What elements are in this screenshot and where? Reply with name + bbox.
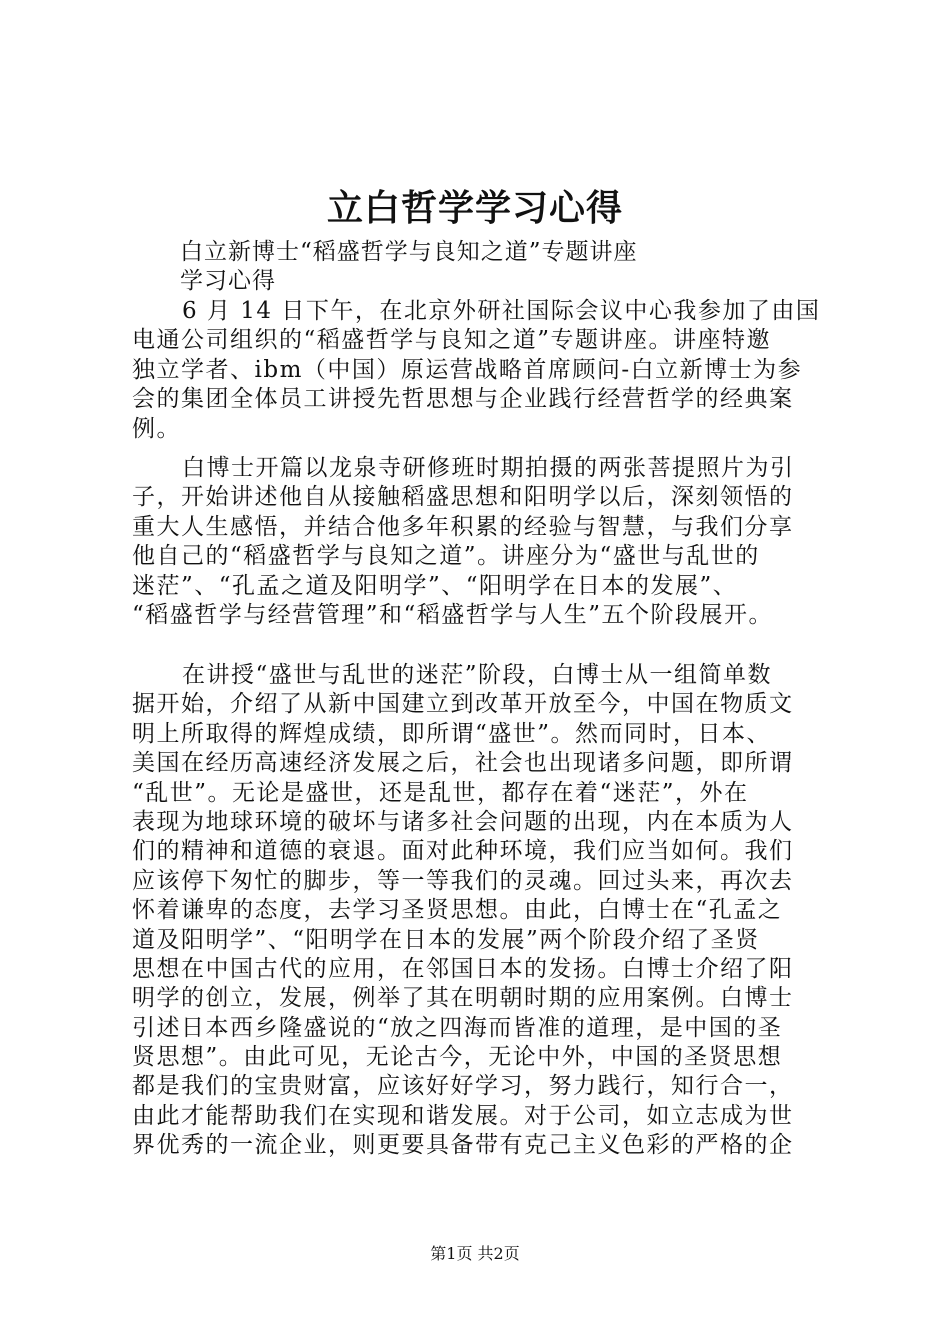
- paragraph-line: 会的集团全体员工讲授先哲思想与企业践行经营哲学的经典案: [132, 386, 794, 413]
- paragraph-line: 由此才能帮助我们在实现和谐发展。对于公司，如立志成为世: [132, 1102, 794, 1129]
- paragraph-3: [132, 661, 832, 1161]
- paragraph-2: [132, 454, 832, 630]
- paragraph-line: “乱世”。无论是盛世，还是乱世，都存在着“迷茫”，外在: [132, 779, 749, 806]
- paragraph-line: 引述日本西乡隆盛说的“放之四海而皆准的道理，是中国的圣: [132, 1014, 783, 1041]
- paragraph-line: 据开始，介绍了从新中国建立到改革开放至今，中国在物质文: [132, 691, 794, 718]
- paragraph-line: 在讲授“盛世与乱世的迷茫”阶段，白博士从一组简单数: [182, 662, 773, 688]
- paragraph-line: 表现为地球环境的破坏与诸多社会问题的出现，内在本质为人: [132, 808, 794, 835]
- paragraph-line: 电通公司组织的“稻盛哲学与良知之道”专题讲座。讲座特邀: [132, 327, 772, 354]
- paragraph-line: 界优秀的一流企业，则更要具备带有克己主义色彩的严格的企: [132, 1132, 794, 1159]
- document-title: 立白哲学学习心得: [326, 187, 623, 229]
- paragraph-line: 例。: [132, 415, 181, 442]
- subtitle-line-1: 白立新博士“稻盛哲学与良知之道”专题讲座: [180, 239, 638, 265]
- paragraph-line: 6 月 14 日下午，在北京外研社国际会议中心我参加了由国: [182, 298, 821, 324]
- paragraph-line: 白博士开篇以龙泉寺研修班时期拍摄的两张菩提照片为引: [182, 455, 795, 481]
- paragraph-line: 思想在中国古代的应用，在邻国日本的发扬。白博士介绍了阳: [132, 955, 794, 982]
- paragraph-line: 怀着谦卑的态度，去学习圣贤思想。由此，白博士在“孔孟之: [132, 897, 783, 924]
- paragraph-line: “稻盛哲学与经营管理”和“稻盛哲学与人生”五个阶段展开。: [132, 601, 774, 628]
- paragraph-line: 都是我们的宝贵财富，应该好好学习，努力践行，知行合一，: [132, 1073, 794, 1100]
- paragraph-line: 重大人生感悟，并结合他多年积累的经验与智慧，与我们分享: [132, 513, 794, 540]
- paragraph-line: 应该停下匆忙的脚步，等一等我们的灵魂。回过头来，再次去: [132, 867, 794, 894]
- paragraph-1: [132, 297, 832, 444]
- paragraph-line: 他自己的“稻盛哲学与良知之道”。讲座分为“盛世与乱世的: [132, 543, 760, 570]
- paragraph-line: 子，开始讲述他自从接触稻盛思想和阳明学以后，深刻领悟的: [132, 484, 794, 511]
- paragraph-line: 独立学者、ibm（中国）原运营战略首席顾问-白立新博士为参: [132, 356, 803, 383]
- subtitle-line-2: 学习心得: [180, 268, 276, 294]
- paragraph-line: 美国在经历高速经济发展之后，社会也出现诸多问题，即所谓: [132, 750, 794, 777]
- paragraph-line: 贤思想”。由此可见，无论古今，无论中外，中国的圣贤思想: [132, 1044, 783, 1071]
- paragraph-line: 迷茫”、“孔孟之道及阳明学”、“阳明学在日本的发展”、: [132, 572, 738, 599]
- paragraph-line: 明学的创立，发展，例举了其在明朝时期的应用案例。白博士: [132, 985, 794, 1012]
- page-footer: 第1页 共2页: [430, 1244, 520, 1263]
- paragraph-line: 们的精神和道德的衰退。面对此种环境，我们应当如何。我们: [132, 838, 794, 865]
- paragraph-line: 明上所取得的辉煌成绩，即所谓“盛世”。然而同时，日本、: [132, 720, 772, 747]
- paragraph-line: 道及阳明学”、“阳明学在日本的发展”两个阶段介绍了圣贤: [132, 926, 760, 953]
